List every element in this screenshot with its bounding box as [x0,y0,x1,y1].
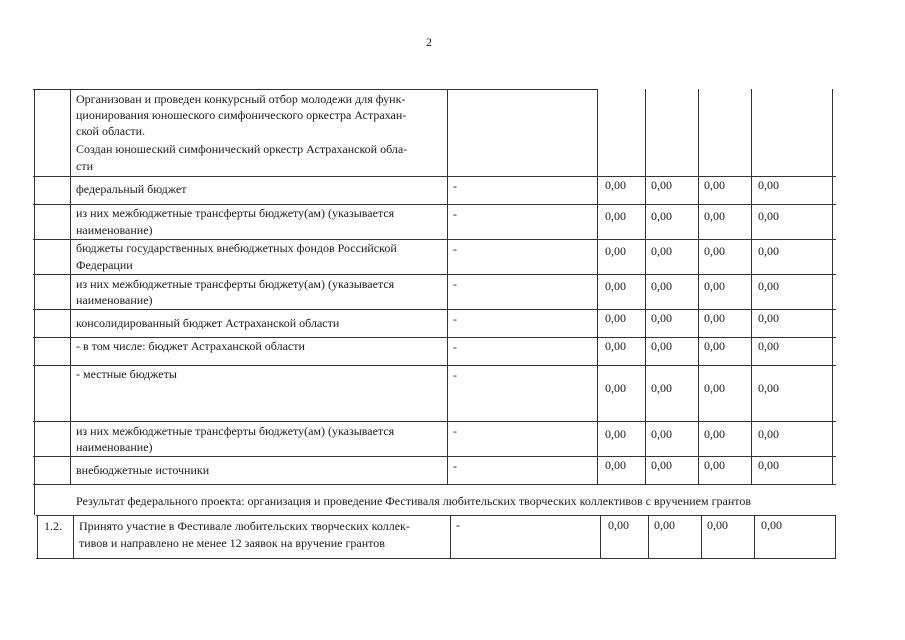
column-divider [447,89,448,484]
row-divider [33,274,836,275]
row-label-line: из них межбюджетные трансферты бюджету(ам) (указывается [76,206,395,220]
value-cell: 0,00 [605,178,626,192]
value-cell: 0,00 [651,458,672,472]
row-dash: - [453,277,457,291]
row-dash: - [453,424,457,438]
row-label-line: тивов и направлено не менее 12 заявок на вручение грантов [79,536,385,550]
value-cell: 0,00 [704,427,725,441]
column-divider [600,515,601,558]
value-cell: 0,00 [651,339,672,353]
value-cell: 0,00 [605,209,626,223]
value-cell: 0,00 [758,209,779,223]
value-cell: 0,00 [704,381,725,395]
column-divider [754,515,755,558]
column-divider [751,89,752,484]
result-label: Результат федерального проекта: организация и проведение Фестиваля любительских творческих коллективов с вручением грантов [76,494,751,508]
value-cell: 0,00 [704,244,725,258]
row-label-line: наименование) [76,440,153,454]
row-label-line: наименование) [76,223,153,237]
column-divider [698,89,699,484]
value-cell: 0,00 [608,518,629,532]
row-label-line: Организован и проведен конкурсный отбор молодежи для функ- [76,92,406,106]
column-divider [701,515,702,558]
value-cell: 0,00 [758,244,779,258]
row-dash: - [453,207,457,221]
row-label-line: Федерации [76,258,133,272]
value-cell: 0,00 [704,209,725,223]
value-cell: 0,00 [704,311,725,325]
value-cell: 0,00 [651,209,672,223]
row-divider [36,515,836,516]
value-cell: 0,00 [605,311,626,325]
row-dash: - [453,179,457,193]
row-label-line: наименование) [76,293,153,307]
row-dash: - [453,242,457,256]
row-label-line: сти [76,159,93,173]
column-divider [450,515,451,558]
row-divider [33,484,836,485]
row-label-line: - местные бюджеты [76,367,177,381]
row-label-line: ционирования юношеского симфонического оркестра Астрахан- [76,108,407,122]
row-label-line: Создан юношеский симфонический оркестр Астраханской обла- [76,142,408,156]
value-cell: 0,00 [651,381,672,395]
value-cell: 0,00 [651,279,672,293]
value-cell: 0,00 [605,458,626,472]
value-cell: 0,00 [605,279,626,293]
value-cell: 0,00 [704,279,725,293]
value-cell: 0,00 [758,279,779,293]
column-divider [37,515,38,558]
row-label-line: Принято участие в Фестивале любительских творческих коллек- [79,519,410,533]
value-cell: 0,00 [758,339,779,353]
value-cell: 0,00 [758,458,779,472]
value-cell: 0,00 [758,381,779,395]
value-cell: 0,00 [605,381,626,395]
row-dash: - [453,312,457,326]
value-cell: 0,00 [605,427,626,441]
value-cell: 0,00 [654,518,675,532]
column-divider [832,89,833,484]
value-cell: 0,00 [761,518,782,532]
row-dash: - [453,368,457,382]
value-cell: 0,00 [758,311,779,325]
row-divider [33,89,597,90]
column-divider [73,515,74,558]
column-divider [835,515,836,558]
row-label-line: ской области. [76,124,146,138]
row-label-line: из них межбюджетные трансферты бюджету(ам) (указывается [76,424,395,438]
value-cell: 0,00 [704,339,725,353]
value-cell: 0,00 [651,178,672,192]
row-label-line: внебюджетные источники [76,463,210,477]
value-cell: 0,00 [707,518,728,532]
column-divider [597,89,598,484]
row-dash: - [453,459,457,473]
column-divider [645,89,646,484]
value-cell: 0,00 [605,244,626,258]
row-dash: - [453,340,457,354]
row-label-line: консолидированный бюджет Астраханской области [76,316,340,330]
value-cell: 0,00 [704,178,725,192]
row-label-line: бюджеты государственных внебюджетных фондов Российской [76,241,397,255]
value-cell: 0,00 [704,458,725,472]
page-number: 2 [426,35,432,49]
row-dash: - [456,518,460,532]
value-cell: 0,00 [758,178,779,192]
value-cell: 0,00 [651,244,672,258]
row-divider [33,421,836,422]
value-cell: 0,00 [605,339,626,353]
column-divider [34,89,35,515]
value-cell: 0,00 [651,311,672,325]
row-divider [36,558,836,559]
row-label-line: - в том числе: бюджет Астраханской области [76,339,305,353]
item-number: 1.2. [44,519,62,533]
value-cell: 0,00 [651,427,672,441]
column-divider [70,89,71,484]
column-divider [648,515,649,558]
row-label-line: из них межбюджетные трансферты бюджету(ам) (указывается [76,277,395,291]
row-label-line: федеральный бюджет [76,182,187,196]
value-cell: 0,00 [758,427,779,441]
